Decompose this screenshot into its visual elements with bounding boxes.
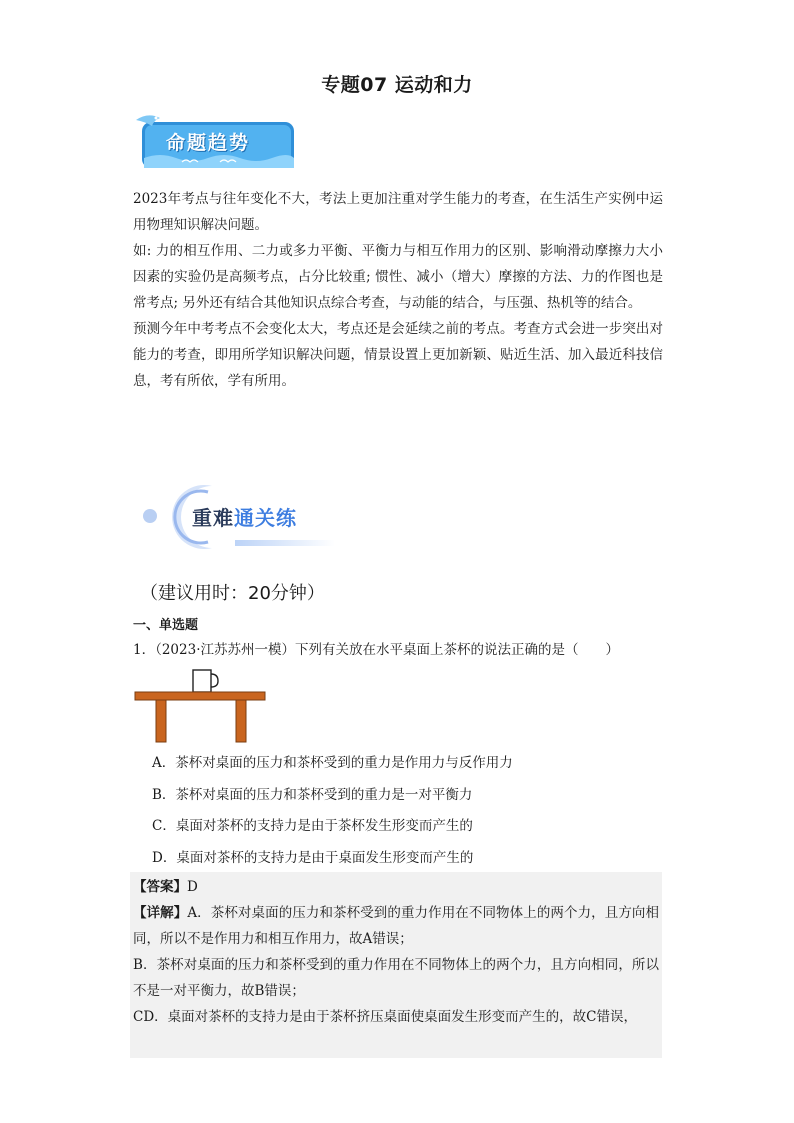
table-cup-illustration [132,664,268,744]
trend-banner [130,112,300,174]
question-stem: 1．（2023·江苏苏州一模）下列有关放在水平桌面上茶杯的说法正确的是（ ） [133,642,619,658]
answer-box [130,872,662,1058]
option-d: D．桌面对茶杯的支持力是由于桌面发生形变而产生的 [152,849,474,866]
time-hint: （建议用时：20分钟） [140,583,325,604]
detail-line: B．茶杯对桌面的压力和茶杯受到的重力作用在不同物体上的两个力，且方向相同，所以不是一对平衡力，故B错误； [133,957,659,999]
detail-line [133,900,659,952]
answer-value: D [187,879,198,895]
trend-text [133,186,663,394]
practice-banner-label-part2: 通关练 [234,506,297,530]
trend-paragraph: 2023年考点与往年变化不大，考法上更加注重对学生能力的考查，在生活生产实例中运用物理知识解决问题。 [133,191,663,233]
practice-banner-label-part1: 重难 [192,506,234,530]
option-b: B．茶杯对桌面的压力和茶杯受到的重力是一对平衡力 [152,786,473,803]
option-a: A．茶杯对桌面的压力和茶杯受到的重力是作用力与反作用力 [152,755,513,771]
dot-icon [143,509,157,523]
options-list [152,748,513,874]
detail-text: A．茶杯对桌面的压力和茶杯受到的重力作用在不同物体上的两个力，且方向相同，所以不是作用力和相互作用力，故A错误； [133,905,659,947]
answer-line [133,874,659,900]
detail-line: CD．桌面对茶杯的支持力是由于茶杯挤压桌面使桌面发生形变而产生的，故C错误， [133,1009,637,1025]
table-with-cup-figure [132,664,268,744]
practice-banner [140,478,335,554]
page-title: 专题07 运动和力 [321,74,473,96]
answer-label: 【答案】 [133,879,187,895]
section-heading: 一、单选题 [133,618,199,633]
trend-paragraph: 如: 力的相互作用、二力或多力平衡、平衡力与相互作用力的区别、影响滑动摩擦力大小因素的实验仍是高频考点，占分比较重; 惯性、减小（增大）摩擦的方法、力的作图也是常考点; 另外还有结合其他知识点综合考查，与动能的结合，与压强、热机等的结合。 [133,243,663,311]
trend-banner-label: 命题趋势 [166,132,251,154]
trend-paragraph: 预测今年中考考点不会变化太大，考点还是会延续之前的考点。考查方式会进一步突出对能力的考查，即用所学知识解决问题，情景设置上更加新颖、贴近生活、加入最近科技信息，考有所依，学有所用。 [133,321,663,389]
cup-icon [193,670,211,692]
detail-label: 【详解】 [133,905,188,921]
option-c: C．桌面对茶杯的支持力是由于茶杯发生形变而产生的 [152,818,473,834]
